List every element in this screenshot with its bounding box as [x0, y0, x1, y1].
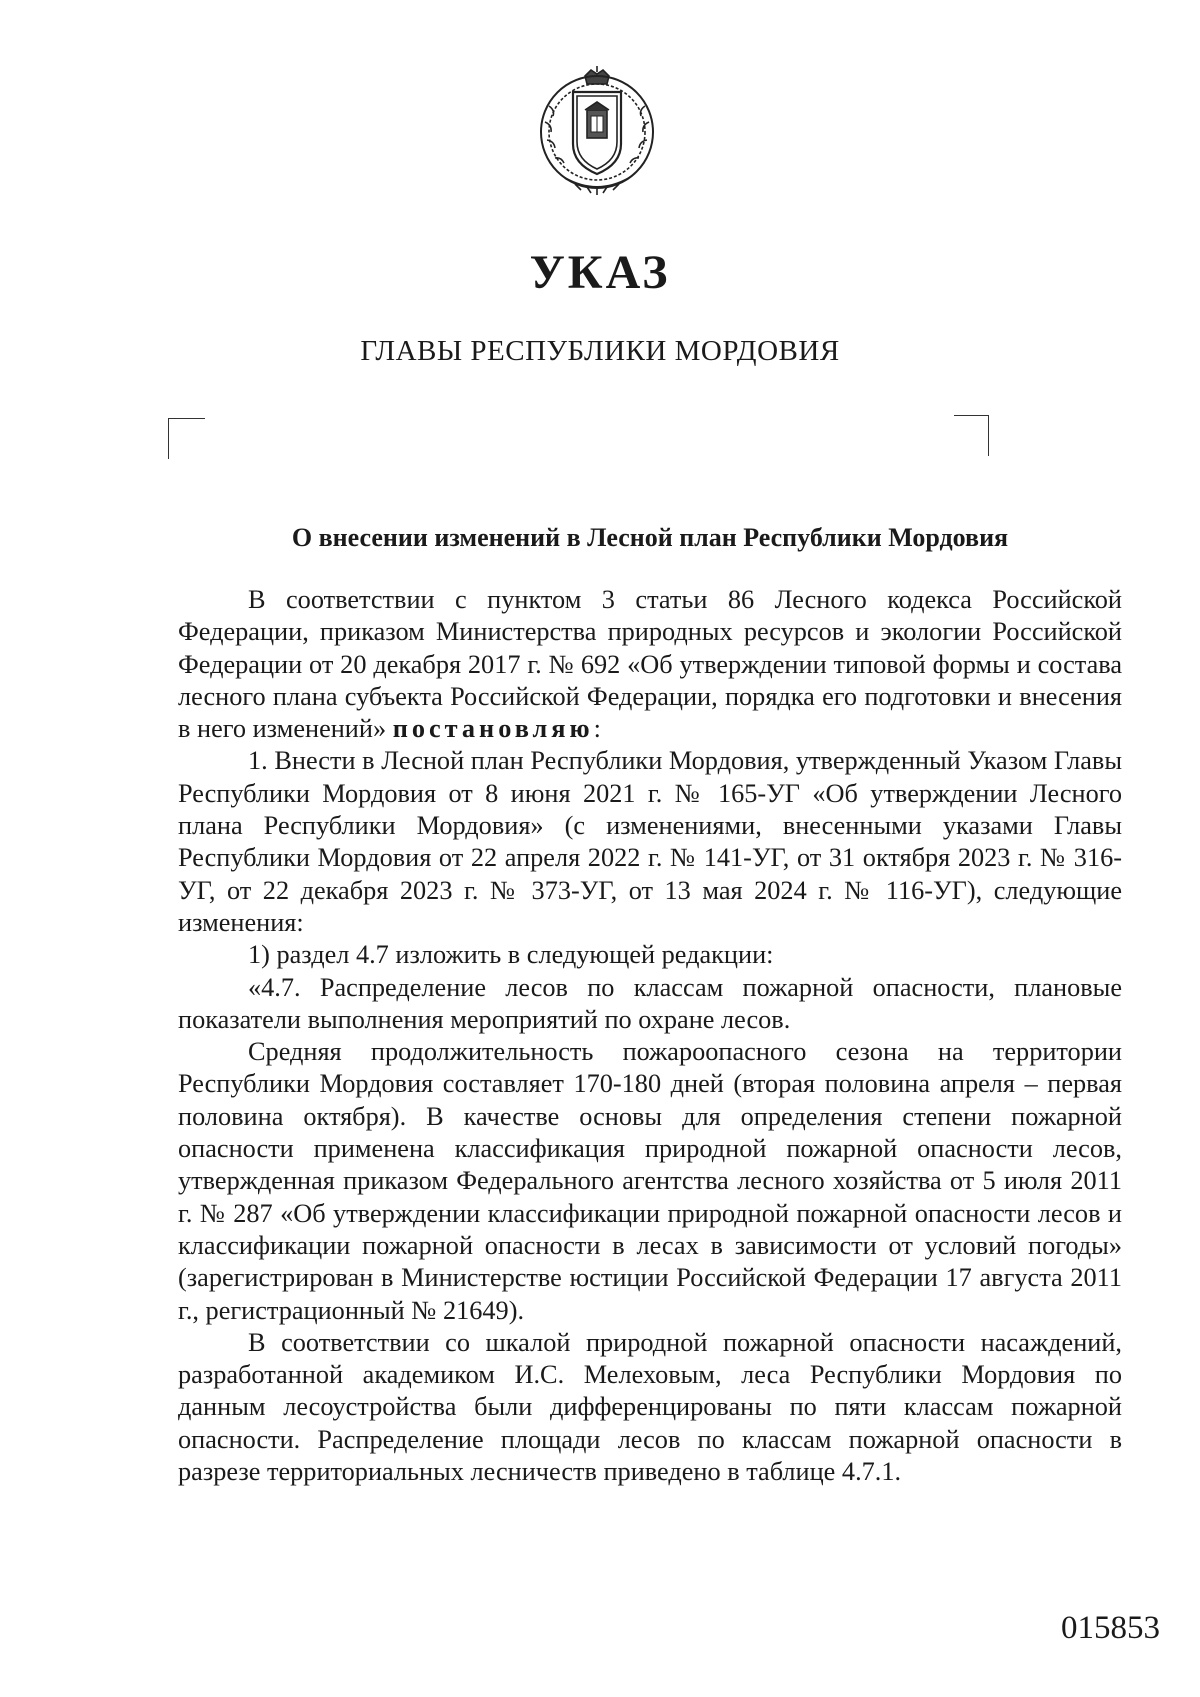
paragraph-3: «4.7. Распределение лесов по классам пожарной опасности, плановые показатели выполнения мероприятий по охране лесов.	[178, 972, 1122, 1034]
coat-of-arms-icon	[535, 66, 659, 200]
decree-word: постановляю	[392, 714, 594, 744]
paragraph-1: 1. Внести в Лесной план Республики Мордовия, утвержденный Указом Главы Республики Мордовия от 8 июня 2021 г. № 165-УГ «Об утверждении Лесного плана Республики Мордовия» (с изменениями, внесенными указами Главы Республики Мордовия от 22 апреля 2022 г. № 141-УГ, от 31 октября 2023 г. № 316-УГ, от 22 декабря 2023 г. № 373-УГ, от 13 мая 2024 г. № 116-УГ), следующие изменения:	[178, 746, 1122, 937]
title-bracket-right	[954, 415, 989, 456]
document-title: О внесении изменений в Лесной план Республики Мордовия	[291, 523, 1009, 552]
issuer-line: ГЛАВЫ РЕСПУБЛИКИ МОРДОВИЯ	[360, 335, 840, 367]
paragraph-2: 1) раздел 4.7 изложить в следующей редакции:	[248, 940, 774, 970]
document-body	[178, 584, 1122, 1488]
decree-colon: :	[593, 714, 601, 744]
paragraph-5: В соответствии со шкалой природной пожарной опасности насаждений, разработанной академиком И.С. Мелеховым, леса Республики Мордовия по данным лесоустройства были дифференцированы по пяти классам пожарной опасности. Распределение площади лесов по классам пожарной опасности в разрезе территориальных лесничеств приведено в таблице 4.7.1.	[178, 1327, 1122, 1487]
document-type-heading: УКАЗ	[529, 246, 671, 299]
title-bracket-left	[168, 418, 205, 459]
paragraph-4: Средняя продолжительность пожароопасного сезона на территории Республики Мордовия составляет 170-180 дней (вторая половина апреля – первая половина октября). В качестве основы для определения степени пожарной опасности применена классификация природной пожарной опасности лесов, утвержденная приказом Федерального агентства лесного хозяйства от 5 июля 2011 г. № 287 «Об утверждении классификации природной пожарной опасности лесов и классификации пожарной опасности в лесах в зависимости от условий погоды» (зарегистрирован в Министерстве юстиции Российской Федерации 17 августа 2011 г., регистрационный № 21649).	[178, 1037, 1122, 1325]
preamble-text: В соответствии с пунктом 3 статьи 86 Лесного кодекса Российской Федерации, приказом Министерства природных ресурсов и экологии Российской Федерации от 20 декабря 2017 г. № 692 «Об утверждении типовой формы и состава лесного плана субъекта Российской Федерации, порядка его подготовки и внесения в него изменений»	[178, 585, 1122, 744]
serial-number: 015853	[1061, 1610, 1160, 1646]
preamble-paragraph	[178, 584, 1122, 745]
